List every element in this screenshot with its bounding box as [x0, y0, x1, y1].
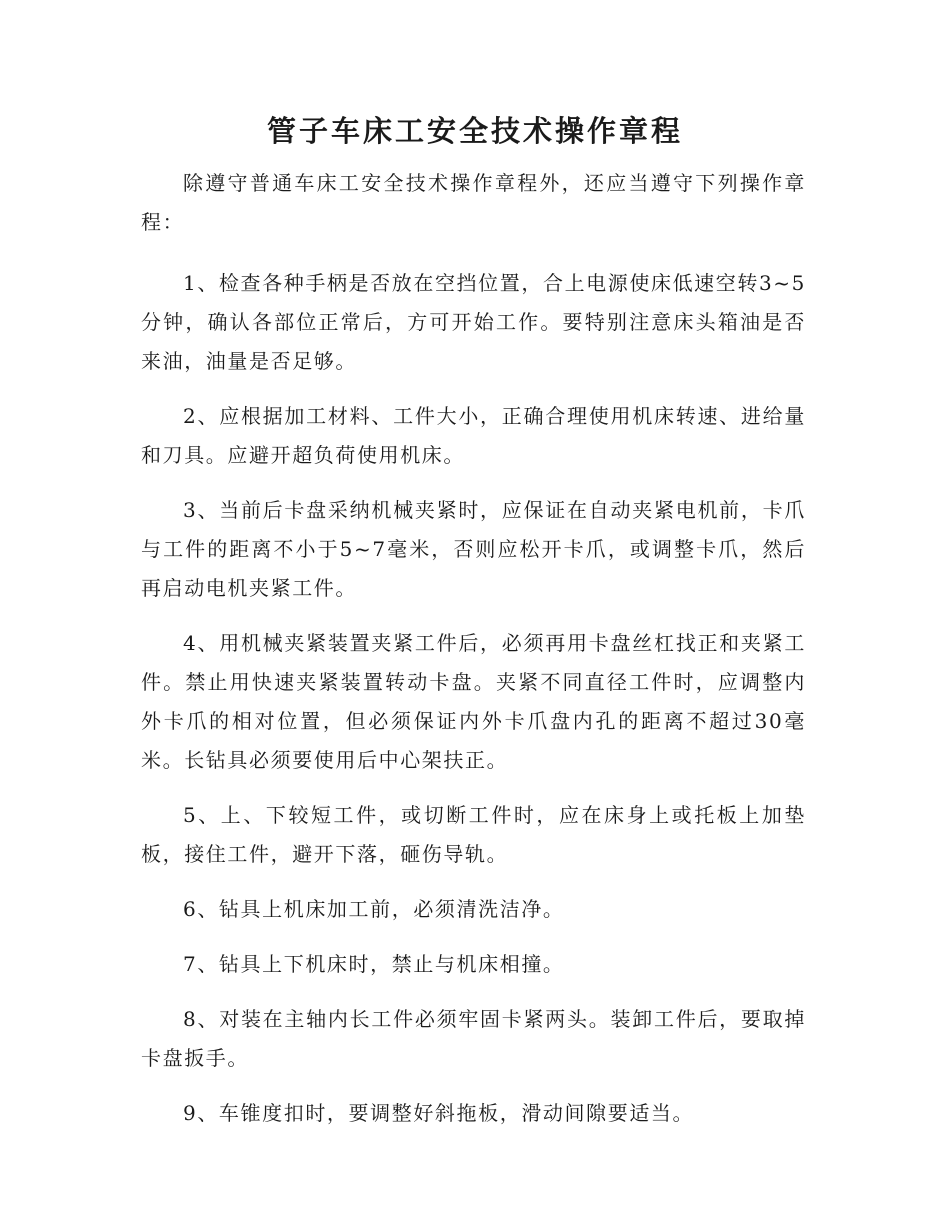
document-title: 管子车床工安全技术操作章程	[266, 114, 683, 148]
rule-item-8: 8、对装在主轴内长工件必须牢固卡紧两头。装卸工件后，要取掉卡盘扳手。	[141, 1007, 806, 1070]
rule-item-5: 5、上、下较短工件，或切断工件时，应在床身上或托板上加垫板，接住工件，避开下落，砸伤导轨。	[141, 803, 806, 866]
rule-item-9: 9、车锥度扣时，要调整好斜拖板，滑动间隙要适当。	[183, 1101, 695, 1125]
rule-item-6: 6、钻具上机床加工前，必须清洗洁净。	[183, 897, 565, 921]
document-body	[141, 164, 806, 1149]
rule-item-3: 3、当前后卡盘采纳机械夹紧时，应保证在自动夹紧电机前，卡爪与工件的距离不小于5~7毫米，否则应松开卡爪，或调整卡爪，然后再启动电机夹紧工件。	[141, 498, 806, 600]
intro-paragraph: 除遵守普通车床工安全技术操作章程外，还应当遵守下列操作章程：	[141, 171, 806, 234]
rule-item-2: 2、应根据加工材料、工件大小，正确合理使用机床转速、进给量和刀具。应避开超负荷使用机床。	[141, 404, 806, 467]
rule-item-4: 4、用机械夹紧装置夹紧工件后，必须再用卡盘丝杠找正和夹紧工件。禁止用快速夹紧装置转动卡盘。夹紧不同直径工件时，应调整内外卡爪的相对位置，但必须保证内外卡爪盘内孔的距离不超过30毫米。长钻具必须要使用后中心架扶正。	[141, 631, 806, 772]
rule-item-7: 7、钻具上下机床时，禁止与机床相撞。	[183, 952, 565, 976]
rule-item-1: 1、检查各种手柄是否放在空挡位置，合上电源使床低速空转3~5分钟，确认各部位正常后，方可开始工作。要特别注意床头箱油是否来油，油量是否足够。	[141, 271, 806, 373]
